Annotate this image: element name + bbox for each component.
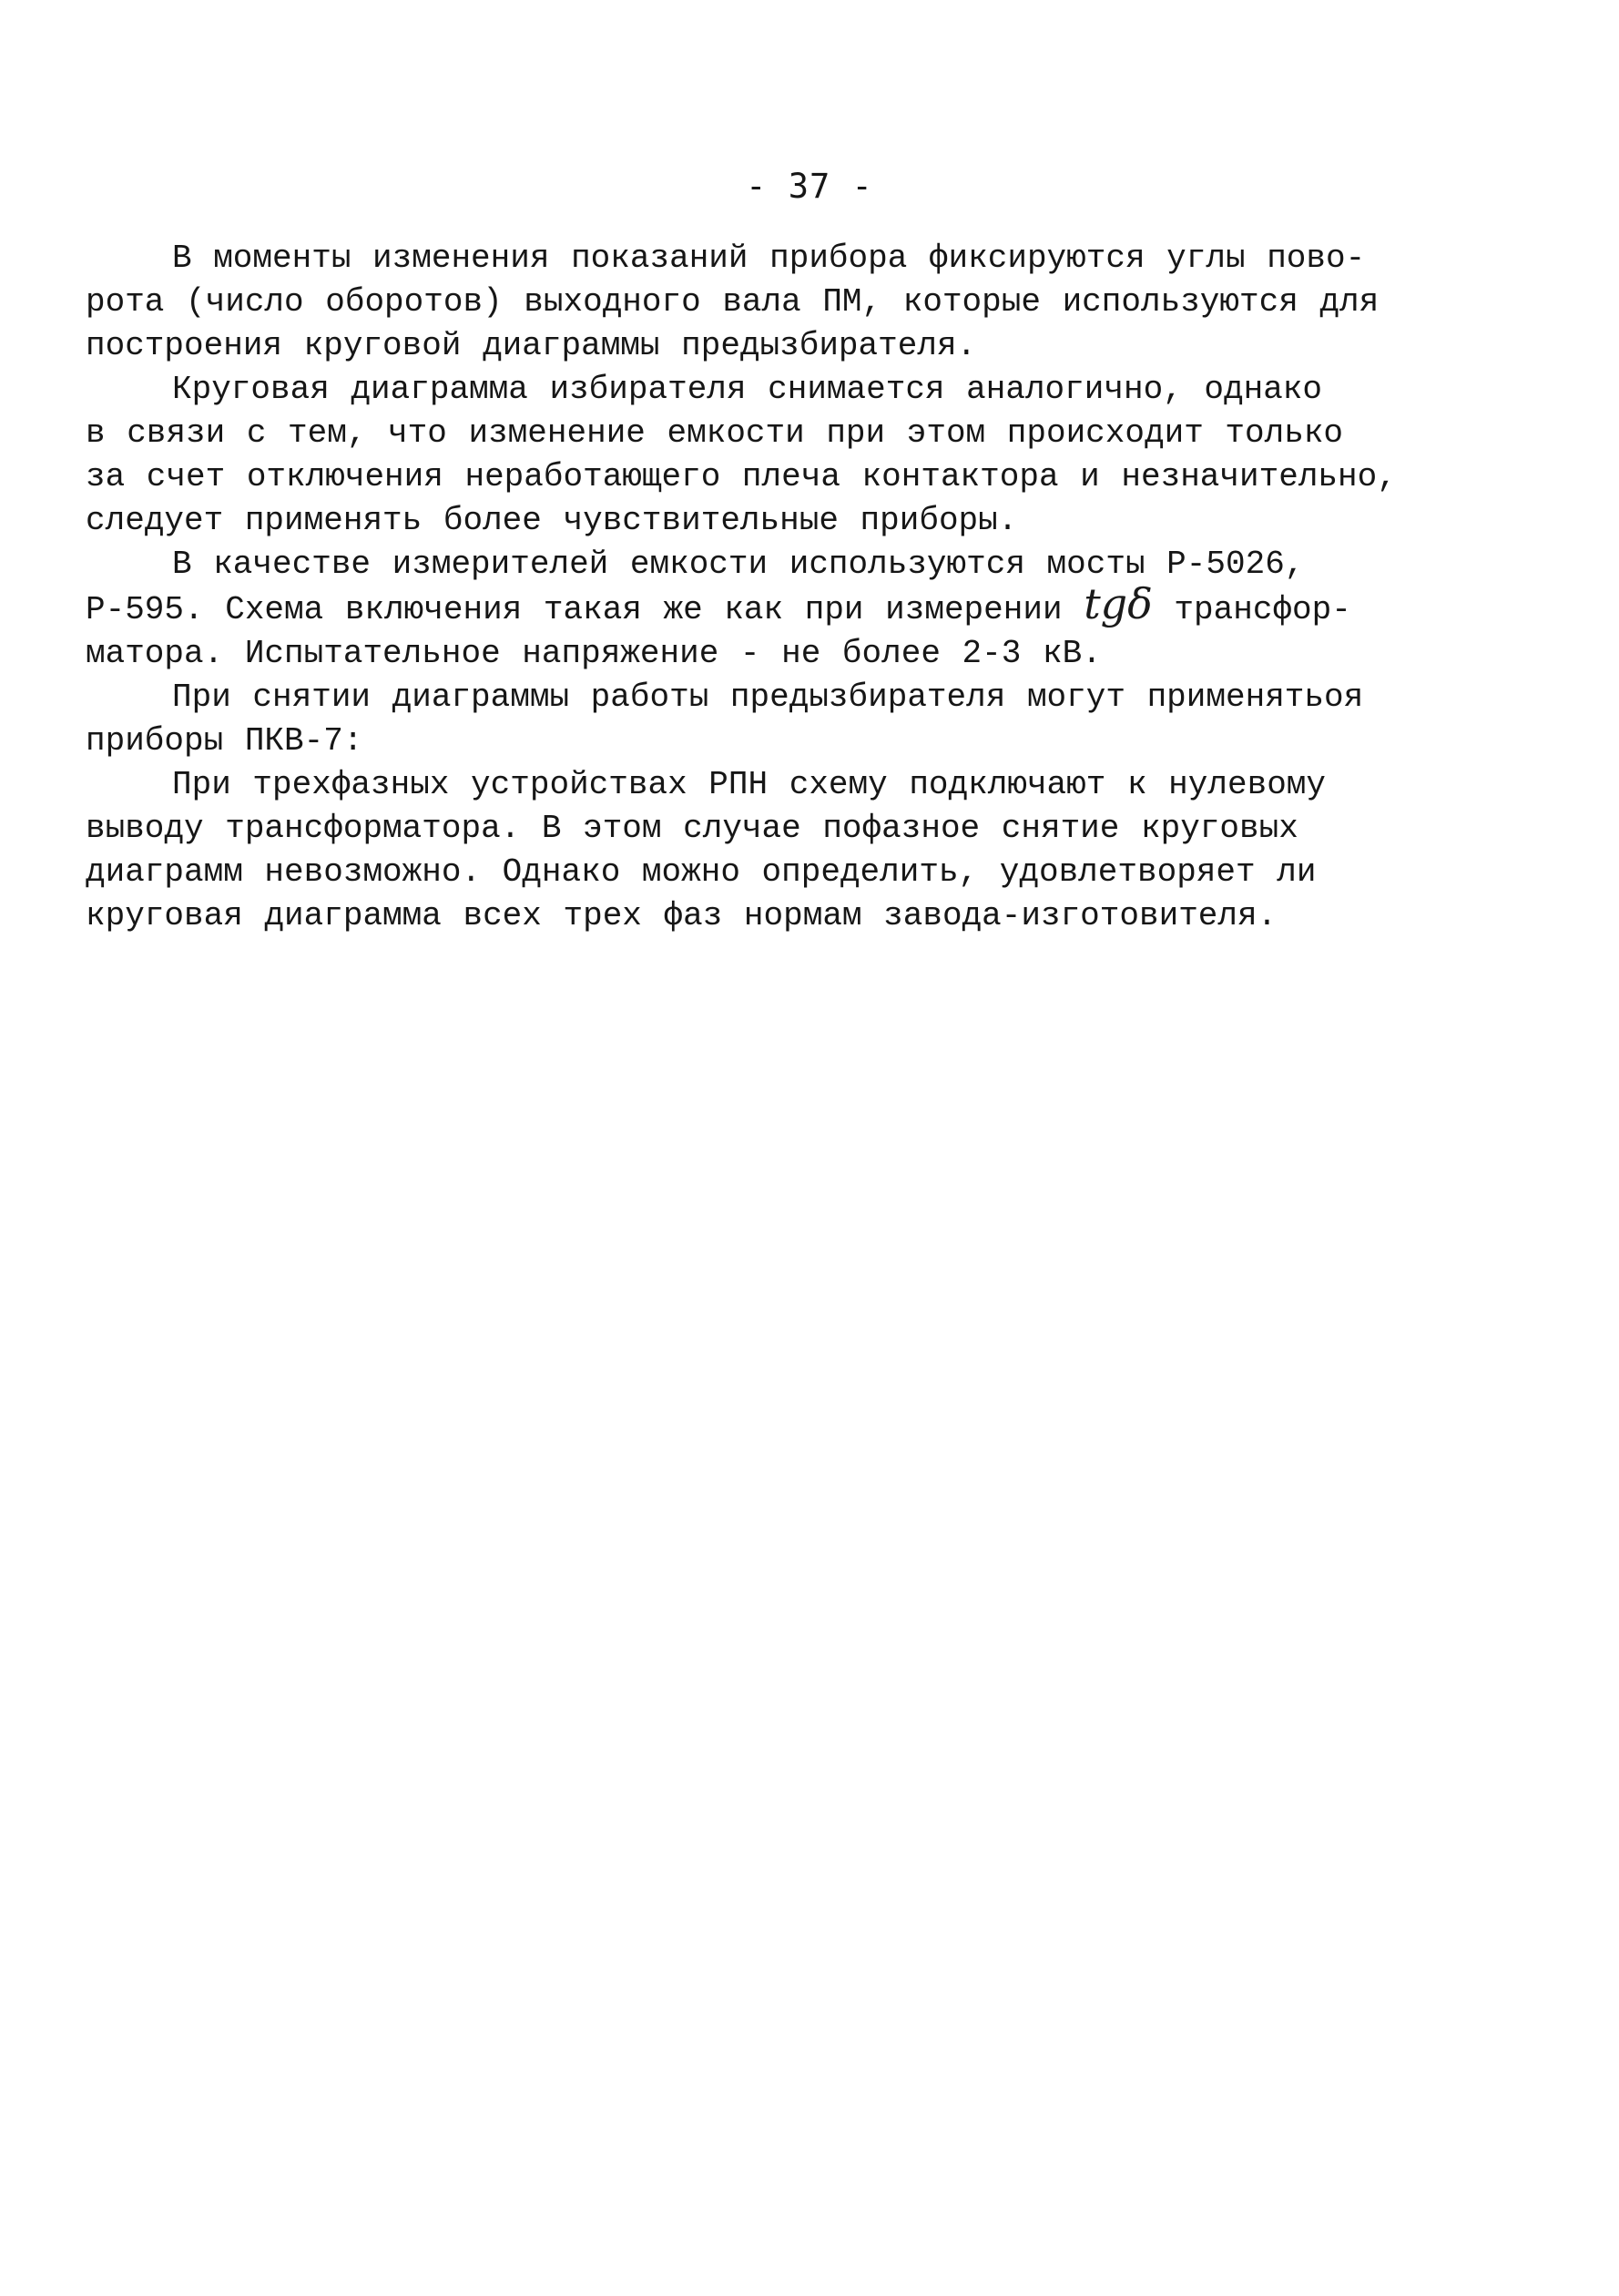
text-line: в связи с тем, что изменение емкости при этом происходит только <box>86 414 1344 452</box>
body-text <box>86 237 1397 938</box>
text-line-with-formula <box>86 579 1351 632</box>
text-line: выводу трансформатора. В этом случае пофазное снятие круговых <box>86 810 1298 847</box>
text-line: рота (число оборотов) выходного вала ПМ, которые используются для <box>86 283 1380 321</box>
text-line: При снятии диаграммы работы предызбирателя могут применятьоя <box>172 679 1364 716</box>
text-line: построения круговой диаграммы предызбирателя. <box>86 327 977 364</box>
text-fragment: Р-595. Схема включения такая же как при измерении <box>86 591 1084 628</box>
paragraph-1 <box>86 237 1380 368</box>
paragraph-3 <box>86 543 1351 676</box>
text-line: следует применять более чувствительные приборы. <box>86 502 1018 539</box>
text-line: диаграмм невозможно. Однако можно определить, удовлетворяет ли <box>86 853 1317 891</box>
text-line: матора. Испытательное напряжение - не более 2-3 кВ. <box>86 635 1102 672</box>
text-line: При трехфазных устройствах РПН схему подключают к нулевому <box>172 766 1327 803</box>
handwritten-formula-tg-delta: tgδ <box>1084 579 1153 628</box>
text-line: приборы ПКВ-7: <box>86 722 363 760</box>
text-line: В моменты изменения показаний прибора фиксируются углы пово- <box>172 240 1366 277</box>
paragraph-4 <box>86 676 1364 763</box>
page-number: - 37 - <box>746 167 873 206</box>
paragraph-2 <box>86 368 1397 543</box>
paragraph-5 <box>86 763 1327 938</box>
text-line: за счет отключения неработающего плеча контактора и незначительно, <box>86 458 1397 495</box>
text-line: круговая диаграмма всех трех фаз нормам завода-изготовителя. <box>86 897 1278 934</box>
text-fragment: трансфор- <box>1152 591 1351 628</box>
text-line: В качестве измерителей емкости используются мосты Р-5026, <box>172 546 1305 583</box>
text-line: Круговая диаграмма избирателя снимается аналогично, однако <box>172 371 1323 408</box>
